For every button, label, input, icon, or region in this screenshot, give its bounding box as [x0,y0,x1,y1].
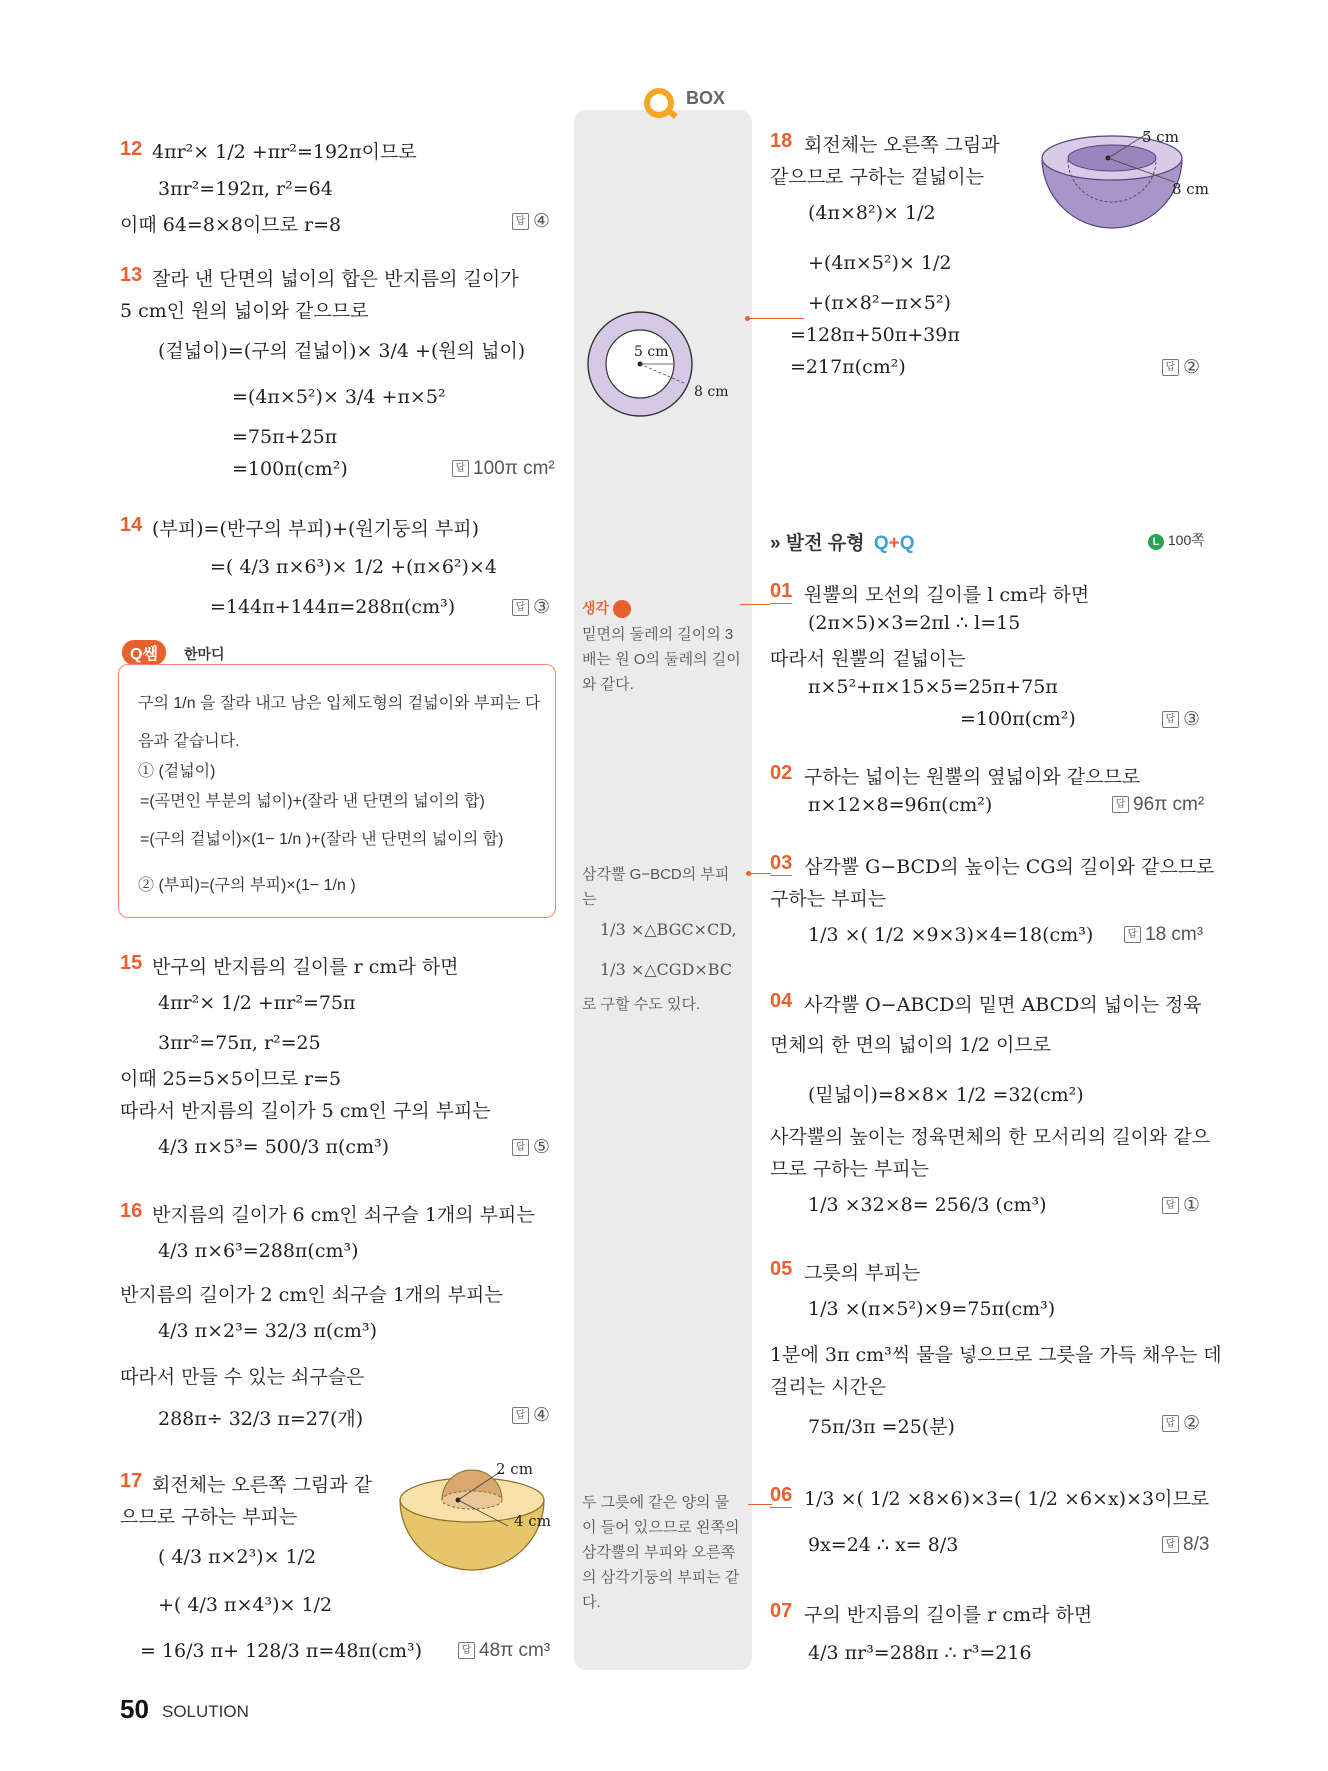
answer-icon: 답 [1162,1536,1179,1553]
problem-15-line6: 4/3 π×5³= 500/3 π(cm³) [158,1136,390,1158]
problem-13-line5: =75π+25π [232,426,338,448]
problem-13-line1: 잘라 낸 단면의 넓이의 합은 반지름의 길이가 [152,268,519,290]
answer-icon: 답 [1162,1415,1179,1432]
problem-15-line5: 따라서 반지름의 길이가 5 cm인 구의 부피는 [120,1100,491,1122]
q04-line2: 면체의 한 면의 넓이의 1/2 이므로 [770,1034,1052,1056]
figure-17-label-large: 4 cm [514,1512,551,1530]
q04-answer: 답 ① [1162,1194,1200,1217]
annulus-figure [584,308,696,420]
q05-line3: 1분에 3π cm³씩 물을 넣으므로 그릇을 가득 채우는 데 [770,1344,1222,1366]
problem-17-line4: +( 4/3 π×4³)× 1/2 [158,1594,333,1616]
tip-line1: 구의 1/n 을 잘라 내고 남은 입체도형의 겉넓이와 부피는 다 [138,695,541,712]
answer-icon: 답 [452,460,469,477]
problem-16-answer: 답 ④ [512,1404,550,1427]
problem-18-line5: +(π×8²−π×5²) [808,292,951,314]
answer-icon: 답 [512,599,529,616]
problem-16-line6: 288π÷ 32/3 π=27(개) [158,1408,364,1430]
answer-icon: 답 [512,1139,529,1156]
q06-answer: 답 8/3 [1162,1534,1209,1556]
note3-text: 두 그릇에 같은 양의 물이 들어 있으므로 왼쪽의 삼각뿔의 부피와 오른쪽의 삼각기둥의 부피는 같다. [582,1494,740,1611]
tip-badge: Q쌤 [122,640,166,665]
q01-number: 01 [770,580,793,602]
qq-logo-icon: Q [873,533,889,554]
problem-12-line2: 3πr²=192π, r²=64 [158,178,333,200]
q05-line5: 75π/3π =25(분) [808,1416,955,1438]
problem-18-line7: =217π(cm²) [790,356,906,378]
problem-12-line1: 4πr²× 1/2 +πr²=192π이므로 [152,141,417,163]
tip-line5: =(구의 겉넓이)×(1− 1/n )+(잘라 낸 단면의 넓이의 합) [140,831,504,848]
note2-line4: 로 구할 수도 있다. [582,996,701,1013]
footer-label: SOLUTION [162,1702,249,1721]
answer-icon: 답 [1162,1197,1179,1214]
q07-line1: 구의 반지름의 길이를 r cm라 하면 [804,1604,1093,1626]
problem-18-line4: +(4π×5²)× 1/2 [808,252,952,274]
q-logo-icon [642,86,682,122]
ref-badge-icon: L [1148,534,1164,550]
q05-line2: 1/3 ×(π×5²)×9=75π(cm³) [808,1298,1056,1320]
tip-line2: 음과 같습니다. [138,733,240,750]
q01-line2: (2π×5)×3=2πl ∴ l=15 [808,612,1021,634]
problem-14-number: 14 [120,514,143,536]
problem-17-line3: ( 4/3 π×2³)× 1/2 [158,1546,317,1568]
section-header: » 발전 유형 Q+Q [770,533,915,554]
tip-title: 한마디 [184,646,225,662]
problem-13-line2: 5 cm인 원의 넓이와 같으므로 [120,300,369,322]
q02-answer: 답 96π cm² [1112,794,1204,816]
problem-16-line5: 따라서 만들 수 있는 쇠구슬은 [120,1366,365,1388]
problem-18-line6: =128π+50π+39π [790,324,960,346]
note2-line2: 1/3 ×△BGC×CD, [600,920,737,939]
problem-13-number: 13 [120,264,143,286]
problem-18-answer: 답 ② [1162,356,1200,379]
answer-icon: 답 [1162,711,1179,728]
qq-logo-icon-2: Q [899,533,915,554]
problem-13-line6: =100π(cm²) [232,458,348,480]
q06-line1: 1/3 ×( 1/2 ×8×6)×3=( 1/2 ×6×x)×3이므로 [804,1488,1210,1510]
answer-icon: 답 [458,1642,475,1659]
problem-13-answer: 답 100π cm² [452,458,555,480]
q03-answer: 답 18 cm³ [1124,924,1203,946]
q03-line2: 구하는 부피는 [770,888,887,910]
tip-line3: ① (겉넓이) [138,763,216,780]
figure-18-label-small: 5 cm [1142,128,1179,146]
figure-18-label-large: 8 cm [1172,180,1209,198]
page-number: 50 [120,1694,149,1724]
answer-icon: 답 [1124,926,1141,943]
problem-12-number: 12 [120,138,143,160]
problem-15-line1: 반구의 반지름의 길이를 r cm라 하면 [152,956,459,978]
problem-14-line3: =144π+144π=288π(cm³) [210,596,456,618]
qq-logo-plus-icon: + [888,533,900,554]
problem-17-line2: 으므로 구하는 부피는 [120,1506,298,1528]
problem-15-answer: 답 ⑤ [512,1136,550,1159]
note2-line3: 1/3 ×△CGD×BC [600,960,733,979]
problem-15-line2: 4πr²× 1/2 +πr²=75π [158,992,356,1014]
annulus-label-inner: 5 cm [634,344,669,360]
think-label: 생각 [582,598,631,618]
problem-16-line4: 4/3 π×2³= 32/3 π(cm³) [158,1320,377,1342]
q03-line1: 삼각뿔 G−BCD의 높이는 CG의 길이와 같으므로 [804,856,1215,878]
q06-line2: 9x=24 ∴ x= 8/3 [808,1534,959,1556]
problem-14-line1: (부피)=(반구의 부피)+(원기둥의 부피) [152,518,479,540]
qbox-logo [642,86,682,127]
tip-line6: ② (부피)=(구의 부피)×(1− 1/n ) [138,877,356,894]
problem-15-line3: 3πr²=75π, r²=25 [158,1032,321,1054]
connector-line [748,1504,772,1505]
q03-number: 03 [770,852,793,874]
answer-icon: 답 [512,1407,529,1424]
q05-answer: 답 ② [1162,1412,1200,1435]
answer-icon: 답 [1112,796,1129,813]
q05-number: 05 [770,1258,793,1280]
q07-line2: 4/3 πr³=288π ∴ r³=216 [808,1642,1032,1664]
problem-12-answer: 답 ④ [512,210,550,233]
note2-line1: 삼각뿔 G−BCD의 부피는 [582,866,730,908]
answer-icon: 답 [1162,359,1179,376]
bulb-icon [613,600,631,618]
q01-answer: 답 ③ [1162,708,1200,731]
problem-16-line1: 반지름의 길이가 6 cm인 쇠구슬 1개의 부피는 [152,1204,535,1226]
problem-14-line2: =( 4/3 π×6³)× 1/2 +(π×6²)×4 [210,556,497,578]
q04-line6: 1/3 ×32×8= 256/3 (cm³) [808,1194,1047,1216]
problem-14-answer: 답 ③ [512,596,550,619]
q07-number: 07 [770,1600,793,1622]
q03-line3: 1/3 ×( 1/2 ×9×3)×4=18(cm³) [808,924,1094,946]
q02-number: 02 [770,762,793,784]
q01-line3: 따라서 원뿔의 겉넓이는 [770,648,966,670]
problem-18-line1: 회전체는 오른쪽 그림과 [804,134,1000,156]
q04-line5: 므로 구하는 부피는 [770,1158,929,1180]
problem-13-line4: =(4π×5²)× 3/4 +π×5² [232,386,446,408]
problem-16-line2: 4/3 π×6³=288π(cm³) [158,1240,359,1262]
q06-number: 06 [770,1484,793,1506]
q05-line4: 걸리는 시간은 [770,1376,887,1398]
tip-line4: =(곡면인 부분의 넓이)+(잘라 낸 단면의 넓이의 합) [140,793,485,810]
annulus-label-outer: 8 cm [694,384,729,400]
problem-16-line3: 반지름의 길이가 2 cm인 쇠구슬 1개의 부피는 [120,1284,503,1306]
problem-17-line5: = 16/3 π+ 128/3 π=48π(cm³) [140,1640,423,1662]
q04-number: 04 [770,990,793,1012]
q01-line1: 원뿔의 모선의 길이를 l cm라 하면 [804,584,1090,606]
q01-line4: π×5²+π×15×5=25π+75π [808,676,1058,698]
problem-12-line3: 이때 64=8×8이므로 r=8 [120,214,342,236]
double-chevron-icon: » [770,533,781,554]
q04-line4: 사각뿔의 높이는 정육면체의 한 모서리의 길이와 같으 [770,1126,1211,1148]
q01-line5: =100π(cm²) [960,708,1076,730]
problem-15-line4: 이때 25=5×5이므로 r=5 [120,1068,342,1090]
problem-13-line3: (겉넓이)=(구의 겉넓이)× 3/4 +(원의 넓이) [158,340,526,362]
problem-17-line1: 회전체는 오른쪽 그림과 같 [152,1474,373,1496]
q02-line1: 구하는 넓이는 원뿔의 옆넓이와 같으므로 [804,766,1141,788]
problem-18-line2: 같으므로 구하는 겉넓이는 [770,166,984,188]
problem-16-number: 16 [120,1200,143,1222]
q05-line1: 그릇의 부피는 [804,1262,921,1284]
qbox-label: BOX [686,88,726,108]
figure-17-label-small: 2 cm [496,1460,533,1478]
problem-18-line3: (4π×8²)× 1/2 [808,202,936,224]
problem-17-number: 17 [120,1470,143,1492]
q04-line1: 사각뿔 O−ABCD의 밑면 ABCD의 넓이는 정육 [804,994,1202,1016]
connector-line [750,318,804,319]
problem-15-number: 15 [120,952,143,974]
problem-18-number: 18 [770,130,793,152]
q04-line3: (밑넓이)=8×8× 1/2 =32(cm²) [808,1084,1084,1106]
think-text: 밑면의 둘레의 길이의 3배는 원 O의 둘레의 길이와 같다. [582,626,741,693]
answer-icon: 답 [512,213,529,230]
connector-line [751,873,771,874]
connector-line [740,604,770,605]
problem-17-answer: 답 48π cm³ [458,1640,550,1662]
page-reference: L 100쪽 [1148,530,1205,550]
q02-line2: π×12×8=96π(cm²) [808,794,993,816]
